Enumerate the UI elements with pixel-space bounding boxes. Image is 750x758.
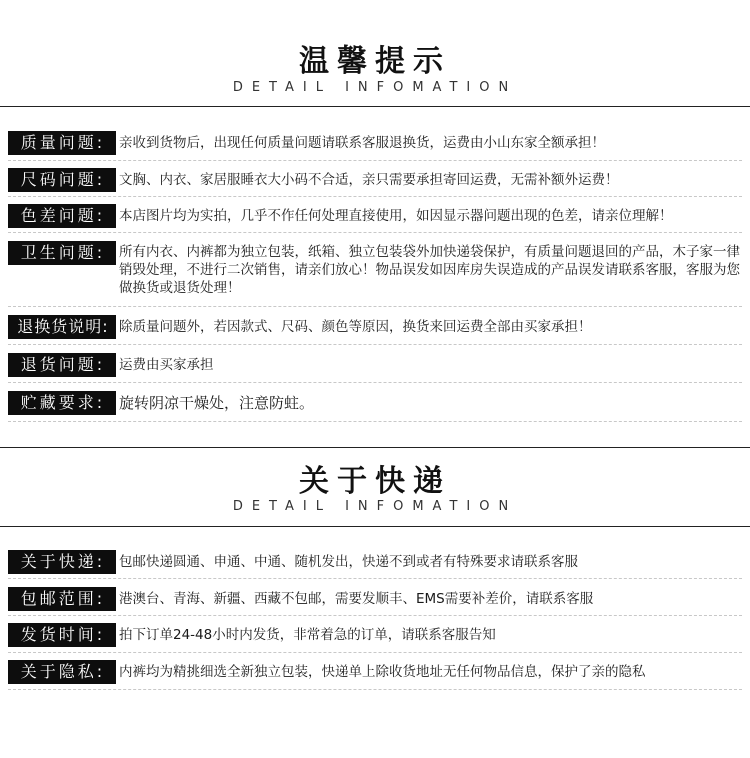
dashed-divider	[8, 689, 742, 690]
section-title-tips: 温馨提示	[299, 44, 451, 79]
dashed-divider	[8, 382, 742, 383]
notice-row-quality	[8, 131, 742, 155]
row-text: 港澳台、青海、新疆、西藏不包邮，需要发顺丰、EMS需要补差价，请联系客服	[119, 591, 594, 607]
dashed-divider	[8, 160, 742, 161]
row-text: 亲收到货物后，出现任何质量问题请联系客服退换货，运费由小山东家全额承担！	[119, 135, 605, 151]
divider-line	[0, 106, 750, 107]
dashed-divider	[8, 344, 742, 345]
notice-row-hygiene	[8, 241, 742, 297]
shipping-row-privacy	[8, 660, 742, 684]
section-subtitle-tips: DETAIL INFOMATION	[232, 80, 518, 95]
notice-row-size	[8, 168, 742, 192]
row-label: 关于隐私:	[8, 660, 116, 684]
row-text: 文胸、内衣、家居服睡衣大小码不合适，亲只需要承担寄回运费，无需补额外运费！	[119, 172, 619, 188]
row-label: 色差问题:	[8, 204, 116, 228]
notice-row-storage	[8, 391, 742, 415]
row-text: 内裤均为精挑细选全新独立包装，快递单上除收货地址无任何物品信息，保护了亲的隐私	[119, 664, 646, 680]
dashed-divider	[8, 615, 742, 616]
dashed-divider	[8, 652, 742, 653]
row-label: 退货问题:	[8, 353, 116, 377]
divider-line	[0, 447, 750, 448]
shipping-row-coverage	[8, 587, 742, 611]
row-text: 所有内衣、内裤都为独立包装，纸箱、独立包装袋外加快递袋保护，有质量问题退回的产品，木子家一律销毁处理，不进行二次销售，请亲们放心！物品误发如因库房失误造成的产品误发请联系客服，客服为您做换货或退货处理！	[119, 244, 740, 296]
notice-row-refund	[8, 353, 742, 377]
row-label: 退换货说明:	[8, 315, 116, 339]
row-label: 发货时间:	[8, 623, 116, 647]
notice-row-returns	[8, 315, 742, 339]
dashed-divider	[8, 306, 742, 307]
section-title-shipping: 关于快递	[299, 464, 451, 499]
row-label: 卫生问题:	[8, 241, 116, 265]
row-label: 尺码问题:	[8, 168, 116, 192]
row-text: 本店图片均为实拍，几乎不作任何处理直接使用，如因显示器问题出现的色差，请亲位理解！	[119, 208, 673, 224]
row-text: 运费由买家承担	[119, 357, 214, 373]
divider-line	[0, 526, 750, 527]
shipping-row-courier	[8, 550, 742, 574]
row-label: 贮藏要求:	[8, 391, 116, 415]
shipping-row-dispatch	[8, 623, 742, 647]
section-subtitle-shipping: DETAIL INFOMATION	[232, 499, 518, 514]
row-label: 质量问题:	[8, 131, 116, 155]
dashed-divider	[8, 196, 742, 197]
row-text: 拍下订单24-48小时内发货，非常着急的订单，请联系客服告知	[119, 627, 496, 643]
row-label: 关于快递:	[8, 550, 116, 574]
dashed-divider	[8, 232, 742, 233]
row-text: 旋转阴凉干燥处，注意防蛀。	[119, 394, 315, 412]
dashed-divider	[8, 578, 742, 579]
row-text: 除质量问题外，若因款式、尺码、颜色等原因，换货来回运费全部由买家承担！	[119, 319, 592, 335]
dashed-divider	[8, 421, 742, 422]
row-text: 包邮快递圆通、申通、中通、随机发出，快递不到或者有特殊要求请联系客服	[119, 554, 578, 570]
row-label: 包邮范围:	[8, 587, 116, 611]
notice-row-color	[8, 204, 742, 228]
